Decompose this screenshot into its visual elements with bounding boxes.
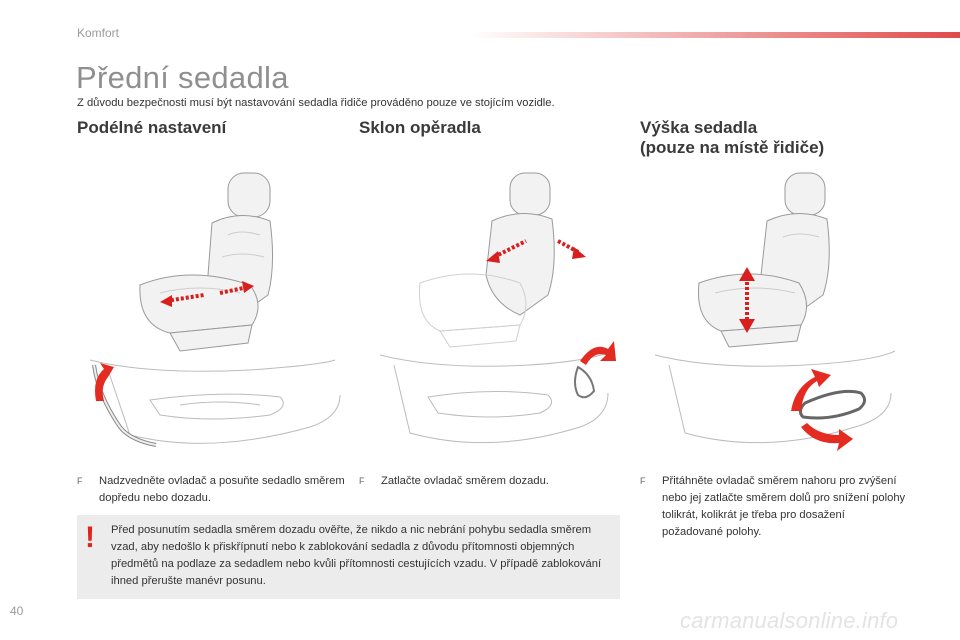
backrest-shape [486, 213, 554, 315]
heading-height [640, 118, 900, 158]
page-title: Přední sedadla [76, 60, 289, 95]
seat-backrest-illustration [380, 165, 620, 455]
watermark: carmanualsonline.info [680, 608, 899, 633]
warning-icon: ! [85, 521, 95, 554]
bullet-marker: F [359, 476, 365, 486]
arrow-curve-shape [580, 341, 616, 365]
headrest-shape [228, 173, 270, 217]
instruction-text: Nadzvedněte ovladač a posuňte sedadlo směrem dopředu nebo dozadu. [99, 475, 345, 504]
instruction-text: Zatlačte ovladač směrem dozadu. [381, 475, 549, 487]
warning-box [77, 515, 620, 599]
headrest-shape [510, 173, 550, 215]
section-label: Komfort [77, 26, 120, 40]
intro-text: Z důvodu bezpečnosti musí být nastavování sedadla řidiče prováděno pouze ve stojícím vozidle. [77, 97, 555, 109]
bullet-marker: F [640, 476, 646, 486]
heading-line: Sklon opěradla [359, 118, 481, 137]
heading-backrest [359, 118, 481, 138]
arrow-down-shape [801, 423, 853, 451]
heading-line: (pouze na místě řidiče) [640, 138, 825, 157]
warning-text: Před posunutím sedadla směrem dozadu ověřte, že nikdo a nic nebrání pohybu sedadla směrem vzad, aby nedošlo k přiskřípnutí nebo k zablokování sedadla z důvodu přítomnosti objemných předmětů na podlaze za sedadlem nebo kvůli přítomnosti cestujících vzadu. V případě zablokování ihned přerušte manévr posunu. [111, 524, 602, 587]
bullet-marker: F [77, 476, 83, 486]
heading-line: Výška sedadla [640, 118, 758, 137]
headrest-shape [785, 173, 825, 215]
seat-height-illustration [655, 165, 905, 455]
header-rule [470, 32, 960, 38]
cushion-shape [140, 275, 258, 333]
seat-longitudinal-illustration [90, 165, 350, 455]
heading-longitudinal [77, 118, 226, 138]
instruction-text: Přitáhněte ovladač směrem nahoru pro zvýšení nebo jej zatlačte směrem dolů pro snížení polohy tolikrát, kolikrát je třeba pro dosažení požadované polohy. [662, 475, 906, 538]
page-number: 40 [10, 604, 24, 618]
heading-line: Podélné nastavení [77, 118, 227, 137]
